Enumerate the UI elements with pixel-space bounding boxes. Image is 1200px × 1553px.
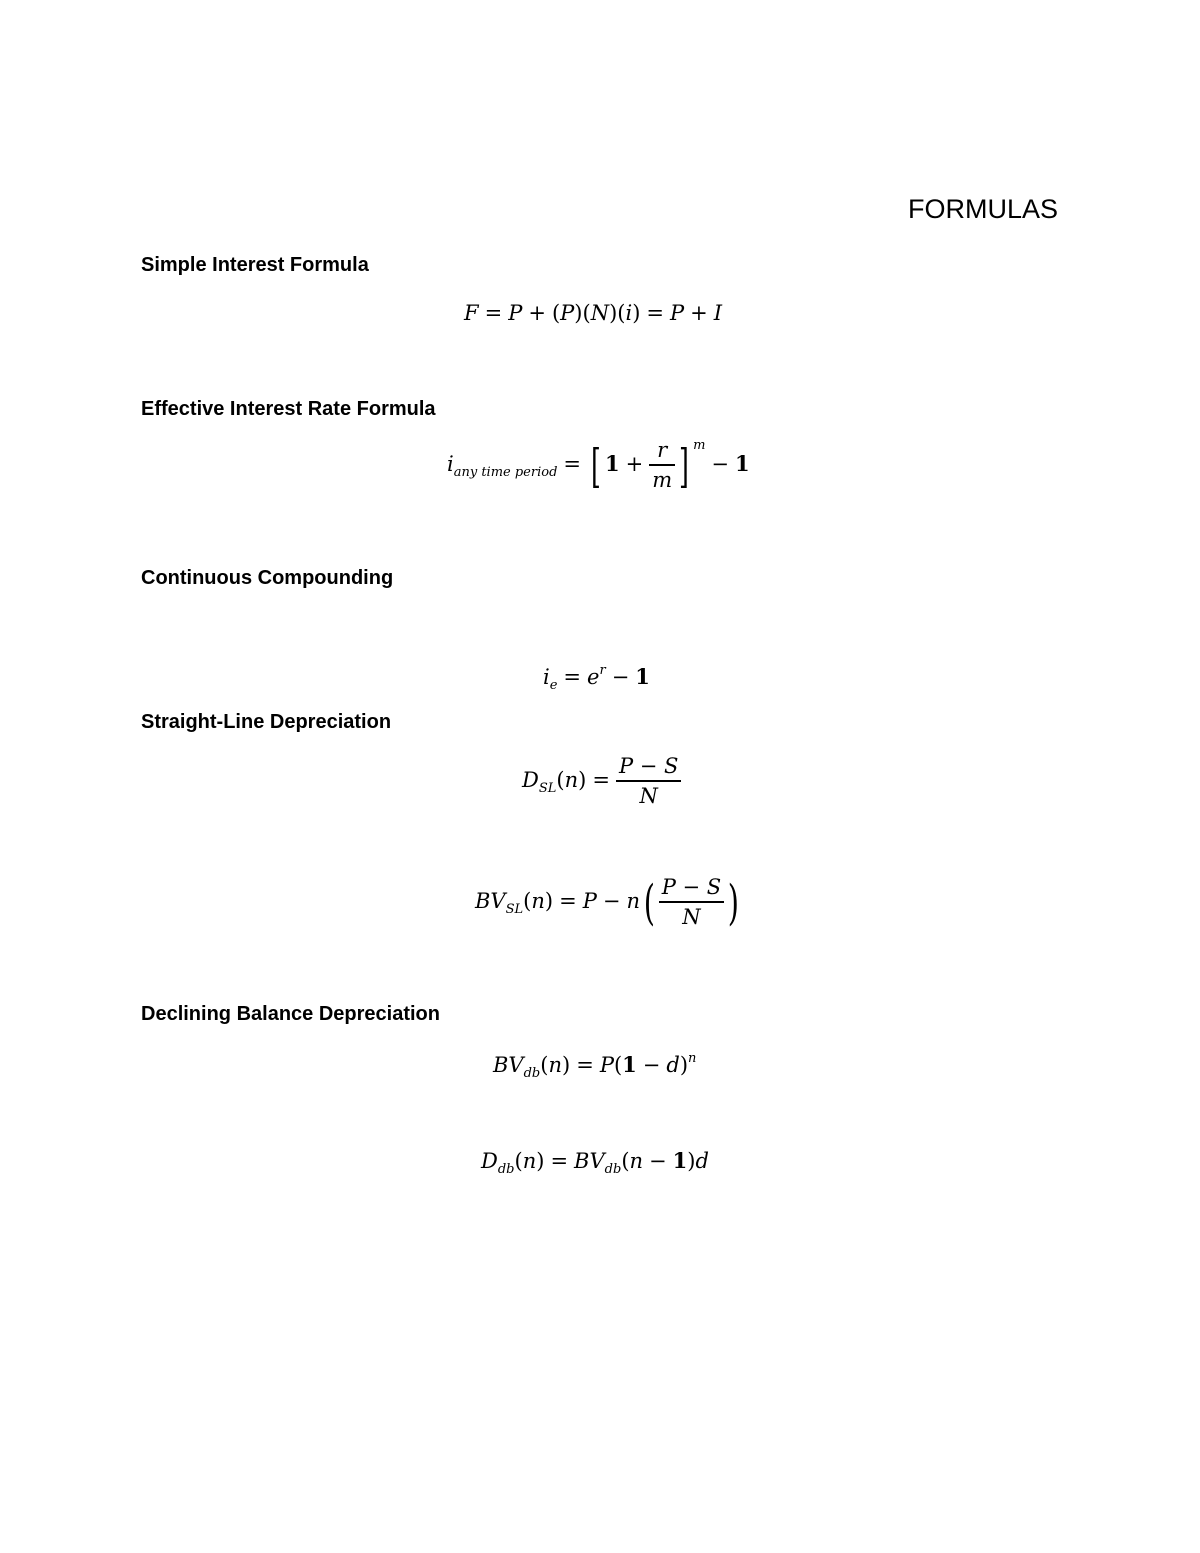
eq-numerator: r xyxy=(649,440,675,466)
eq-symbol: i xyxy=(543,665,550,689)
eq-operator: − xyxy=(602,889,621,913)
eq-paren: ) xyxy=(562,1053,571,1077)
section-heading-continuous-compounding: Continuous Compounding xyxy=(141,567,394,589)
eq-operator: = xyxy=(550,1149,569,1173)
eq-number: 1 xyxy=(622,1052,637,1077)
eq-symbol: BV xyxy=(574,1149,605,1173)
eq-subscript: db xyxy=(604,1162,622,1177)
eq-symbol: P xyxy=(599,1053,614,1077)
eq-operator: = xyxy=(646,301,664,325)
eq-symbol: N xyxy=(590,301,610,325)
eq-symbol: D xyxy=(522,768,539,792)
equation-effective-interest xyxy=(447,440,750,491)
eq-paren: ( xyxy=(613,1053,623,1077)
eq-symbol: P xyxy=(560,301,575,325)
equation-simple-interest xyxy=(464,303,722,324)
eq-paren: ) xyxy=(609,301,618,325)
eq-symbol: n xyxy=(548,1053,562,1077)
eq-fraction xyxy=(616,756,681,807)
eq-paren: ( xyxy=(617,301,626,325)
eq-symbol: I xyxy=(713,301,723,325)
eq-operator: = xyxy=(576,1053,594,1077)
eq-paren: ) xyxy=(574,301,583,325)
eq-symbol: P xyxy=(508,301,523,325)
equation-declining-balance-book-value xyxy=(493,1051,697,1081)
eq-paren: ( xyxy=(556,768,565,792)
section-heading-effective-interest: Effective Interest Rate Formula xyxy=(141,398,436,420)
eq-subscript: any time period xyxy=(453,465,558,480)
eq-operator: − xyxy=(649,1149,667,1173)
eq-paren: ( xyxy=(643,874,655,931)
eq-subscript: e xyxy=(549,678,558,693)
eq-fraction xyxy=(659,877,724,928)
eq-bracket: ] xyxy=(679,438,690,493)
eq-paren: ( xyxy=(540,1053,549,1077)
eq-symbol: BV xyxy=(475,889,506,913)
eq-symbol: D xyxy=(481,1149,498,1173)
equation-straight-line-book-value xyxy=(475,874,743,931)
eq-bracket: [ xyxy=(591,438,601,493)
eq-denominator: m xyxy=(652,468,673,492)
eq-operator: = xyxy=(563,665,582,689)
eq-numerator: P − S xyxy=(659,877,724,903)
eq-subscript: db xyxy=(523,1066,541,1081)
equation-straight-line-depreciation xyxy=(522,756,681,807)
eq-denominator: N xyxy=(682,905,701,929)
eq-number: 1 xyxy=(735,451,750,476)
eq-paren: ( xyxy=(621,1149,630,1173)
eq-operator: + xyxy=(528,301,546,325)
eq-paren: ( xyxy=(551,301,561,325)
eq-denominator: N xyxy=(639,784,658,808)
eq-subscript: SL xyxy=(538,781,557,796)
eq-operator: = xyxy=(559,889,577,913)
eq-operator: = xyxy=(563,452,581,476)
eq-paren: ) xyxy=(632,301,641,325)
eq-symbol: n xyxy=(564,768,579,792)
eq-paren: ) xyxy=(687,1149,696,1173)
eq-paren: ( xyxy=(582,301,591,325)
section-heading-simple-interest: Simple Interest Formula xyxy=(141,254,369,276)
eq-symbol: n xyxy=(626,889,640,913)
eq-symbol: F xyxy=(464,301,479,325)
eq-operator: + xyxy=(690,301,708,325)
eq-paren: ) xyxy=(536,1149,545,1173)
eq-numerator: P − S xyxy=(616,756,681,782)
eq-symbol: i xyxy=(625,301,633,325)
eq-symbol: n xyxy=(522,1149,537,1173)
eq-paren: ) xyxy=(578,768,587,792)
eq-operator: − xyxy=(611,665,630,689)
eq-symbol: P xyxy=(670,301,685,325)
eq-number: 1 xyxy=(635,664,650,689)
eq-operator: − xyxy=(711,452,729,476)
eq-operator: − xyxy=(642,1053,661,1077)
eq-symbol: n xyxy=(629,1149,644,1173)
equation-declining-balance-depreciation xyxy=(481,1148,709,1177)
section-heading-declining-balance: Declining Balance Depreciation xyxy=(141,1003,440,1025)
eq-paren: ) xyxy=(727,874,740,931)
eq-paren: ( xyxy=(514,1149,523,1173)
eq-number: 1 xyxy=(672,1148,688,1173)
eq-symbol: BV xyxy=(493,1053,524,1077)
section-heading-straight-line: Straight-Line Depreciation xyxy=(141,711,392,733)
eq-symbol: d xyxy=(695,1149,709,1173)
eq-paren: ) xyxy=(544,889,554,913)
eq-symbol: P xyxy=(582,889,597,913)
eq-exponent: m xyxy=(693,438,706,453)
eq-operator: = xyxy=(592,768,610,792)
eq-symbol: n xyxy=(531,889,545,913)
eq-subscript: SL xyxy=(505,902,524,917)
eq-symbol: i xyxy=(447,452,454,476)
eq-exponent: r xyxy=(599,663,606,678)
equation-continuous-compounding xyxy=(543,663,650,693)
eq-number: 1 xyxy=(604,451,620,476)
eq-exponent: n xyxy=(688,1051,697,1066)
eq-paren: ( xyxy=(523,889,532,913)
eq-subscript: db xyxy=(497,1162,515,1177)
page-title: FORMULAS xyxy=(908,194,1059,224)
eq-operator: + xyxy=(625,452,644,476)
eq-operator: = xyxy=(484,301,503,325)
eq-symbol: e xyxy=(587,665,600,689)
eq-symbol: d xyxy=(666,1053,680,1077)
eq-paren: ) xyxy=(679,1053,689,1077)
eq-fraction xyxy=(649,440,675,491)
